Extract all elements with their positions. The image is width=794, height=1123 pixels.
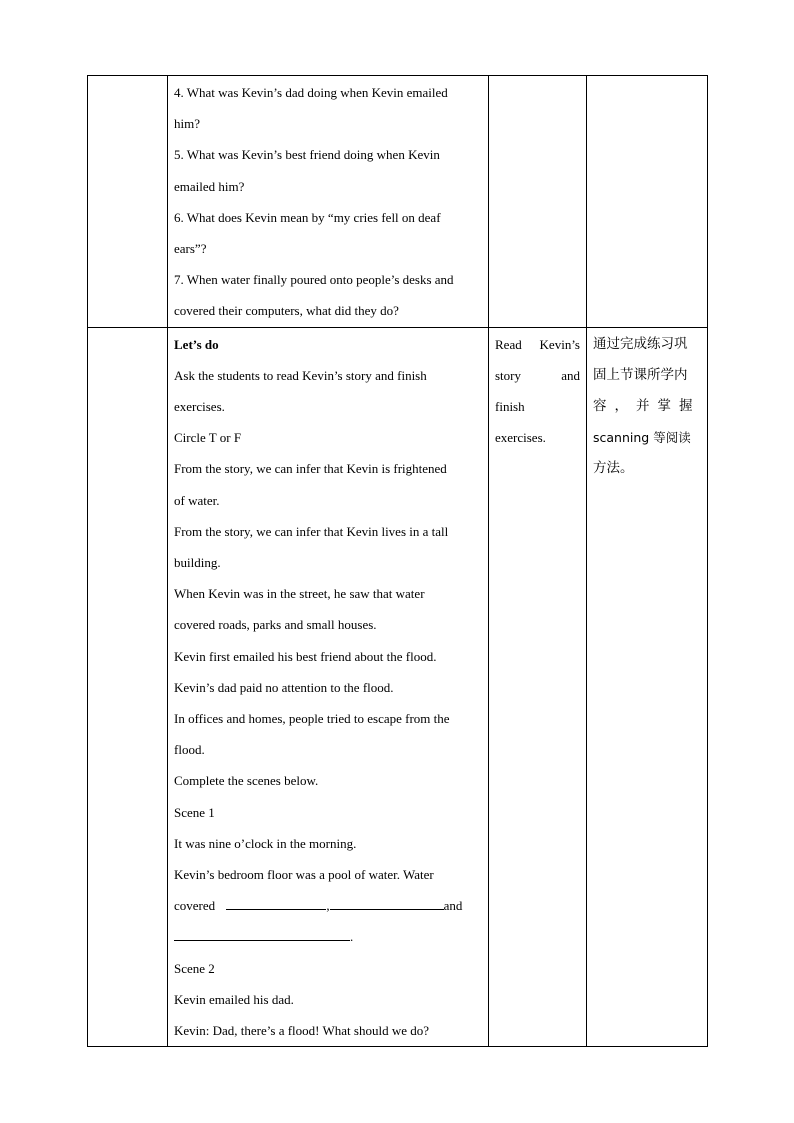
blank-1[interactable] [226,897,326,910]
tf-statement-1b: of water. [174,492,220,508]
activity-line-4: exercises. [495,430,546,446]
purpose-line-2: 固上节课所学内 [593,366,688,383]
complete-label: Complete the scenes below. [174,773,319,789]
purpose-cell [587,327,708,1047]
lesson-plan-table [87,75,708,1047]
student-activity-cell [489,327,587,1047]
scene-1-label: Scene 1 [174,804,215,820]
lets-do-cell [168,327,489,1047]
scene-2-line-2: Kevin: Dad, there’s a flood! What should we do? [174,1023,429,1039]
instruction-line-2: exercises. [174,399,225,415]
scene-2-label: Scene 2 [174,960,215,976]
activity-word-and: and [561,367,580,383]
question-5-line-2: emailed him? [174,178,245,194]
purpose-line-1: 通过完成练习巩 [593,335,688,352]
question-6-line-2: ears”? [174,241,207,257]
instruction-line-1: Ask the students to read Kevin’s story and finish [174,367,427,383]
stage-cell-2 [88,327,168,1047]
activity-word-read: Read [495,336,522,352]
question-7-line-1: 7. When water finally poured onto people’s desks and [174,272,454,288]
tf-statement-6a: In offices and homes, people tried to escape from the [174,711,450,727]
purpose-line-5: 方法。 [593,460,634,477]
question-6-line-1: 6. What does Kevin mean by “my cries fell on deaf [174,209,441,225]
period: . [350,929,354,945]
questions-cell [168,76,489,328]
question-4-line-2: him? [174,116,200,132]
and-word: and [443,898,463,914]
question-7-line-2: covered their computers, what did they do? [174,303,399,319]
circle-label: Circle T or F [174,430,242,446]
activity-word-kevins: Kevin’s [539,336,580,352]
tf-statement-1a: From the story, we can infer that Kevin is frightened [174,461,447,477]
scene-1-fill-line-2 [174,921,482,952]
questions-row [88,76,708,328]
lets-do-row [88,327,708,1047]
tf-statement-2a: From the story, we can infer that Kevin lives in a tall [174,523,449,539]
purpose-cell-empty [587,76,708,328]
tf-statement-6b: flood. [174,742,205,758]
tf-statement-4: Kevin first emailed his best friend about the flood. [174,648,437,664]
tf-statement-2b: building. [174,555,221,571]
stage-cell [88,76,168,328]
scene-2-line-1: Kevin emailed his dad. [174,991,294,1007]
scene-1-line-2: Kevin’s bedroom floor was a pool of water. Water [174,867,434,883]
scene-1-line-1: It was nine o’clock in the morning. [174,835,357,851]
question-4-line-1: 4. What was Kevin’s dad doing when Kevin emailed [174,85,448,100]
tf-statement-3b: covered roads, parks and small houses. [174,617,377,633]
activity-word-story: story [495,367,521,383]
activity-line-1 [495,329,580,360]
covered-word: covered [174,898,216,914]
question-5-line-1: 5. What was Kevin’s best friend doing when Kevin [174,147,440,163]
lets-do-heading: Let’s do [174,336,219,352]
student-activity-cell-empty [489,76,587,328]
comma: , [326,898,330,914]
purpose-line-4: scanning 等阅读 [593,430,691,446]
tf-statement-3a: When Kevin was in the street, he saw that water [174,586,425,602]
scene-1-fill-line [174,890,482,921]
activity-line-2 [495,360,580,391]
blank-2[interactable] [330,897,444,910]
tf-statement-5: Kevin’s dad paid no attention to the flood. [174,679,394,695]
blank-3[interactable] [174,928,350,941]
purpose-line-3: 容，并掌握 [593,398,701,415]
activity-line-3: finish [495,399,525,415]
